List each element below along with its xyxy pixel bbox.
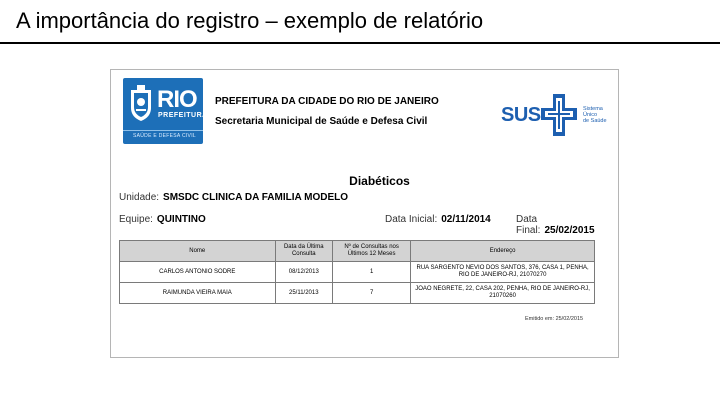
cell-last-visit: 08/12/2013 xyxy=(275,262,333,283)
unit-field xyxy=(119,192,348,203)
unit-label: Unidade: xyxy=(119,192,160,203)
cell-last-visit: 25/11/2013 xyxy=(275,283,333,304)
city-crest-icon xyxy=(128,84,154,122)
end-date-field xyxy=(516,214,618,236)
sus-cross-icon xyxy=(539,92,579,138)
header-visit-count: Nº de Consultas nos Últimos 12 Meses xyxy=(333,241,411,262)
start-date-label: Data Inicial: xyxy=(385,214,438,225)
cell-address: RUA SARGENTO NEVIO DOS SANTOS, 376, CASA 1, PENHA, RIO DE JANEIRO-RJ, 21070270 xyxy=(411,262,595,283)
header-address: Endereço xyxy=(411,241,595,262)
emitted-date: Emitido em: 25/02/2015 xyxy=(525,316,584,322)
prefeitura-heading: PREFEITURA DA CIDADE DO RIO DE JANEIRO xyxy=(215,96,439,107)
end-date-label: Data Final: xyxy=(516,214,541,236)
report-document xyxy=(110,69,619,358)
team-value: QUINTINO xyxy=(156,214,206,225)
table-header-row xyxy=(120,241,595,262)
report-title: Diabéticos xyxy=(349,174,410,188)
sus-logo xyxy=(501,92,611,140)
table-row xyxy=(120,262,595,283)
rio-logo-word: RIO xyxy=(157,86,197,113)
sus-logo-tagline xyxy=(583,106,607,124)
team-field xyxy=(119,214,206,225)
unit-value: SMSDC CLINICA DA FAMILIA MODELO xyxy=(163,192,349,203)
cell-name: CARLOS ANTONIO SODRE xyxy=(120,262,276,283)
rio-prefeitura-logo xyxy=(123,78,208,144)
team-label: Equipe: xyxy=(119,214,153,225)
sus-logo-word: SUS xyxy=(501,104,541,126)
title-divider xyxy=(0,42,720,44)
rio-logo-strip-text: SAÚDE E DEFESA CIVIL xyxy=(133,133,196,139)
header-last-visit: Data da Última Consulta xyxy=(275,241,333,262)
cell-address: JOAO NEGRETE, 22, CASA 202, PENHA, RIO DE JANEIRO-RJ, 21070260 xyxy=(411,283,595,304)
cell-name: RAIMUNDA VIEIRA MAIA xyxy=(120,283,276,304)
end-date-value: 25/02/2015 xyxy=(544,225,595,236)
rio-logo-subtitle: PREFEITURA xyxy=(158,112,208,119)
start-date-value: 02/11/2014 xyxy=(441,214,491,225)
patients-table xyxy=(119,240,595,304)
header-name: Nome xyxy=(120,241,276,262)
table-row xyxy=(120,283,595,304)
start-date-field xyxy=(385,214,491,225)
sus-tagline-3: de Saúde xyxy=(583,118,607,124)
cell-visit-count: 1 xyxy=(333,262,411,283)
slide-title: A importância do registro – exemplo de relatório xyxy=(16,8,484,33)
cell-visit-count: 7 xyxy=(333,283,411,304)
sus-tagline-1: Sistema xyxy=(583,106,603,112)
sus-tagline-2: Único xyxy=(583,112,598,118)
secretaria-heading: Secretaria Municipal de Saúde e Defesa Civil xyxy=(215,116,428,127)
